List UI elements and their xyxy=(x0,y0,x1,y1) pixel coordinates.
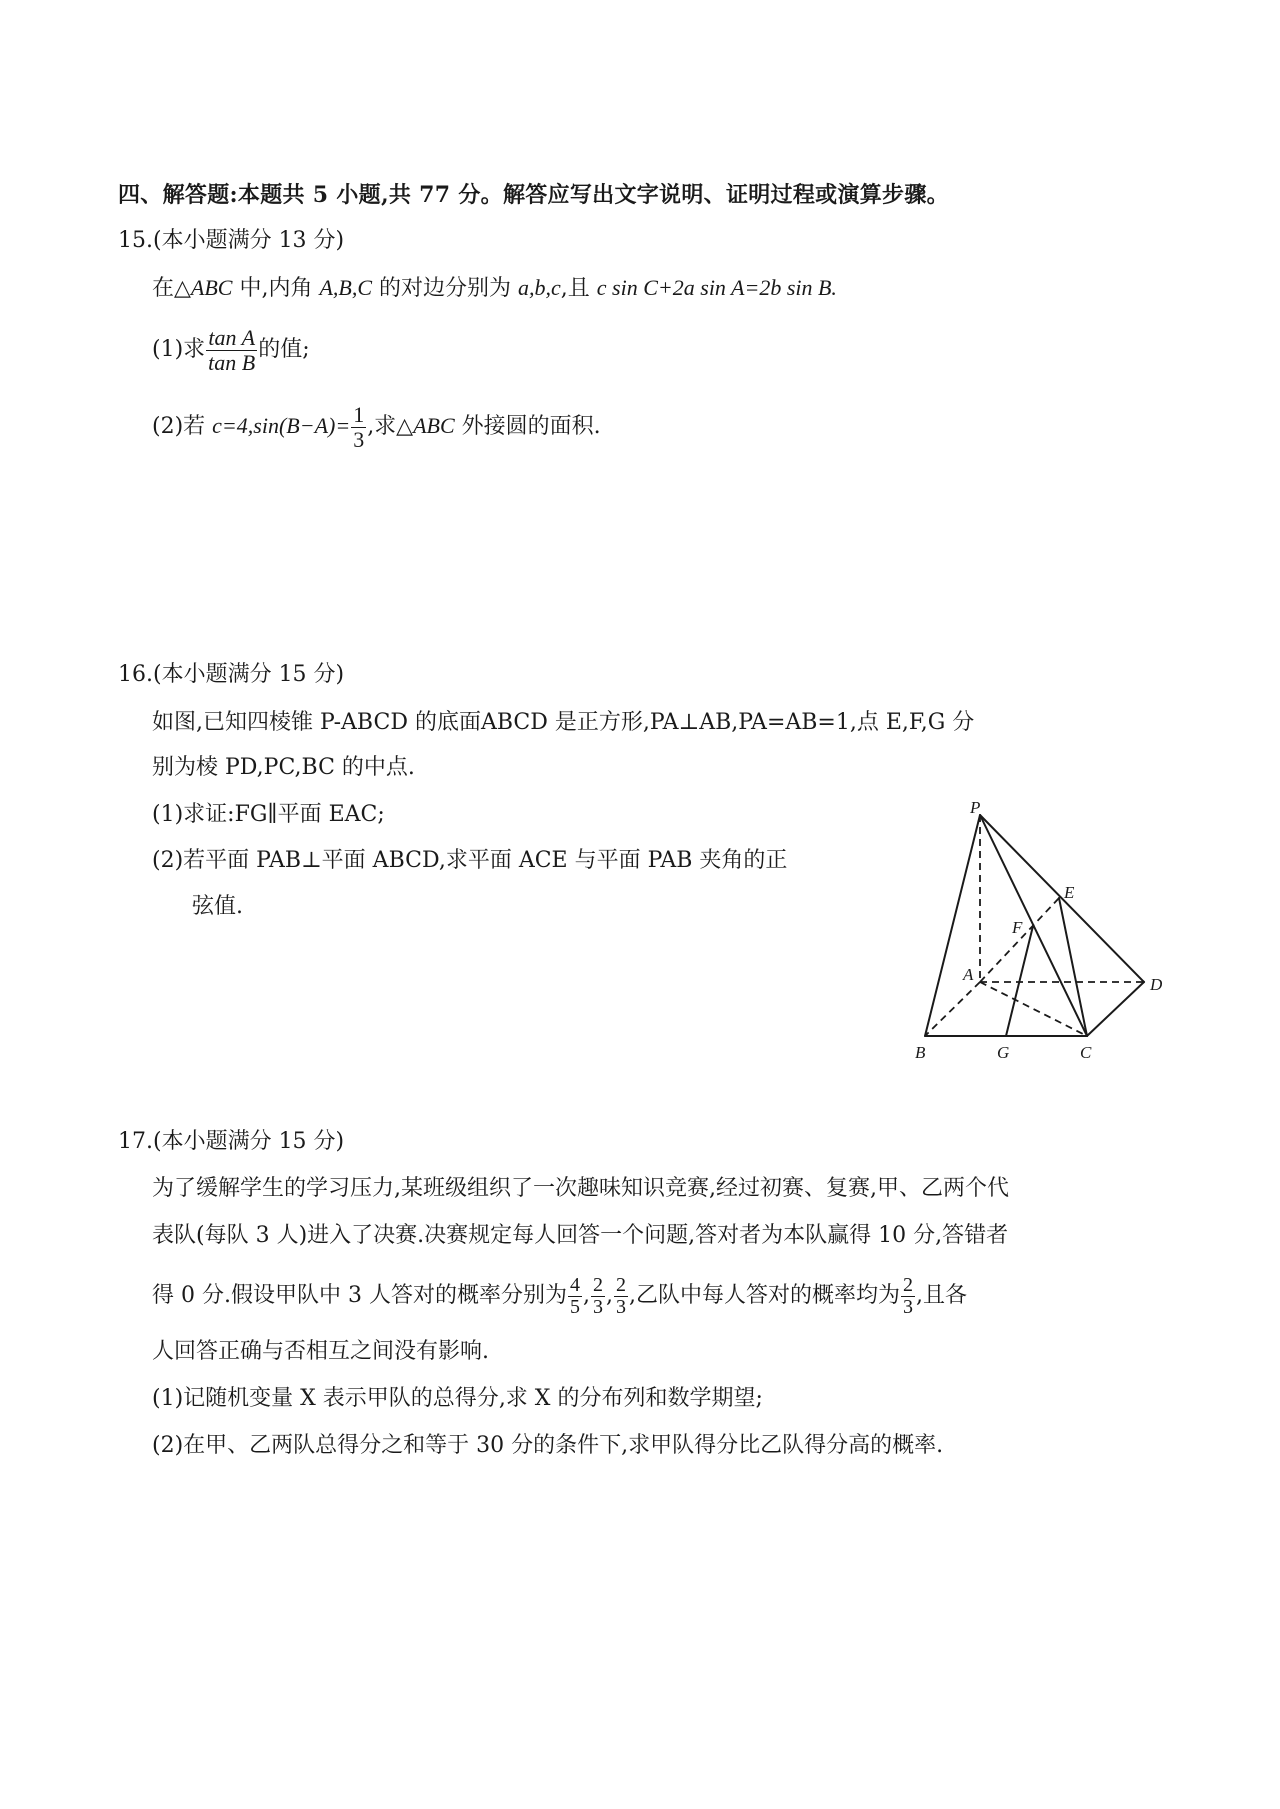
q17-heading: 17.(本小题满分 15 分) xyxy=(118,1129,345,1154)
q15-part2-triangle: ABC xyxy=(413,413,455,438)
segment-AE-hidden xyxy=(980,898,1059,982)
q15-part1 xyxy=(152,322,310,378)
label-G: G xyxy=(997,1043,1010,1062)
label-D: D xyxy=(1150,975,1163,994)
q17-line1: 为了缓解学生的学习压力,某班级组织了一次趣味知识竞赛,经过初赛、复赛,甲、乙两个代 xyxy=(152,1176,1009,1201)
pyramid-figure xyxy=(900,790,1180,1070)
fraction-denominator: 3 xyxy=(592,1295,603,1318)
prob-fraction-1 xyxy=(568,1275,582,1318)
q17-line4: 人回答正确与否相互之间没有影响. xyxy=(152,1339,489,1364)
q16-heading: 16.(本小题满分 15 分) xyxy=(118,662,345,687)
q16-part2-line1: (2)若平面 PAB⊥平面 ABCD,求平面 ACE 与平面 PAB 夹角的正 xyxy=(152,848,788,873)
fraction-denominator: tan B xyxy=(208,349,256,375)
fraction-denominator: 5 xyxy=(569,1295,580,1318)
q17-part2: (2)在甲、乙两队总得分之和等于 30 分的条件下,求甲队得分比乙队得分高的概率. xyxy=(152,1433,944,1458)
q15-stem-angles: A,B,C xyxy=(319,275,373,300)
q16-part1: (1)求证:FG∥平面 EAC; xyxy=(152,802,385,827)
segment-AC-hidden xyxy=(980,982,1087,1036)
label-C: C xyxy=(1080,1043,1092,1062)
q15-part2-prefix: (2)若 xyxy=(152,414,213,439)
q16-stem-line1: 如图,已知四棱锥 P-ABCD 的底面ABCD 是正方形,PA⊥AB,PA=AB=1,点 E,F,G 分 xyxy=(152,710,975,735)
separator: , xyxy=(582,1283,590,1308)
q15-stem-part: 在△ xyxy=(152,276,191,301)
q15-stem-part: 的对边分别为 xyxy=(372,276,519,301)
fraction-numerator: 4 xyxy=(569,1273,580,1296)
fraction-numerator: 2 xyxy=(615,1273,626,1296)
edge-PB xyxy=(925,815,980,1036)
q17-line3-part: 得 0 分.假设甲队中 3 人答对的概率分别为 xyxy=(152,1283,567,1308)
q15-stem-sides: a,b,c xyxy=(518,275,561,300)
prob-fraction-4 xyxy=(901,1275,915,1318)
q15-part2-suffix: ,求△ xyxy=(367,414,414,439)
prob-fraction-2 xyxy=(591,1275,605,1318)
q15-part2 xyxy=(152,398,601,455)
label-B: B xyxy=(915,1043,926,1062)
q16-part2-line2: 弦值. xyxy=(192,894,243,919)
q15-part1-prefix: (1)求 xyxy=(152,337,206,362)
q15-stem-part: ,且 xyxy=(560,276,597,301)
edge-PD xyxy=(980,815,1144,982)
section-header: 四、解答题:本题共 5 小题,共 77 分。解答应写出文字说明、证明过程或演算步骤。 xyxy=(118,182,949,208)
q17-part1: (1)记随机变量 X 表示甲队的总得分,求 X 的分布列和数学期望; xyxy=(152,1386,763,1411)
fraction-denominator: 3 xyxy=(615,1295,626,1318)
q17-line3 xyxy=(152,1266,967,1326)
segment-FG xyxy=(1006,926,1033,1036)
label-E: E xyxy=(1064,883,1075,902)
fraction-numerator: 2 xyxy=(592,1273,603,1296)
edge-CD xyxy=(1087,982,1144,1036)
q15-stem-equation: c sin C+2a sin A=2b sin B. xyxy=(596,275,837,300)
prob-fraction-3 xyxy=(614,1275,628,1318)
fraction-numerator: tan A xyxy=(208,325,256,351)
edge-AB-hidden xyxy=(925,982,980,1036)
q15-heading: 15.(本小题满分 13 分) xyxy=(118,228,345,253)
q17-line3-part: ,乙队中每人答对的概率均为 xyxy=(628,1283,900,1308)
fraction-denominator: 3 xyxy=(902,1295,913,1318)
q15-part1-suffix: 的值; xyxy=(258,337,310,362)
q15-stem-part: 中,内角 xyxy=(232,276,320,301)
label-F: F xyxy=(1012,918,1023,937)
q15-part2-condition: c=4,sin(B−A)= xyxy=(212,413,351,438)
label-A: A xyxy=(963,965,974,984)
q16-stem-line2: 别为棱 PD,PC,BC 的中点. xyxy=(152,755,415,780)
q15-stem xyxy=(152,273,837,304)
q15-stem-triangle: ABC xyxy=(190,275,233,300)
fraction-numerator: 1 xyxy=(353,402,365,428)
fraction-denominator: 3 xyxy=(353,426,365,452)
label-P: P xyxy=(970,798,981,817)
q15-part1-fraction xyxy=(206,326,257,373)
q17-line2: 表队(每队 3 人)进入了决赛.决赛规定每人回答一个问题,答对者为本队赢得 10 分,答错者 xyxy=(152,1223,1009,1248)
separator: , xyxy=(605,1283,613,1308)
fraction-numerator: 2 xyxy=(902,1273,913,1296)
q17-line3-part: ,且各 xyxy=(915,1283,967,1308)
q15-part2-fraction xyxy=(351,403,366,450)
q15-part2-end: 外接圆的面积. xyxy=(454,414,601,439)
